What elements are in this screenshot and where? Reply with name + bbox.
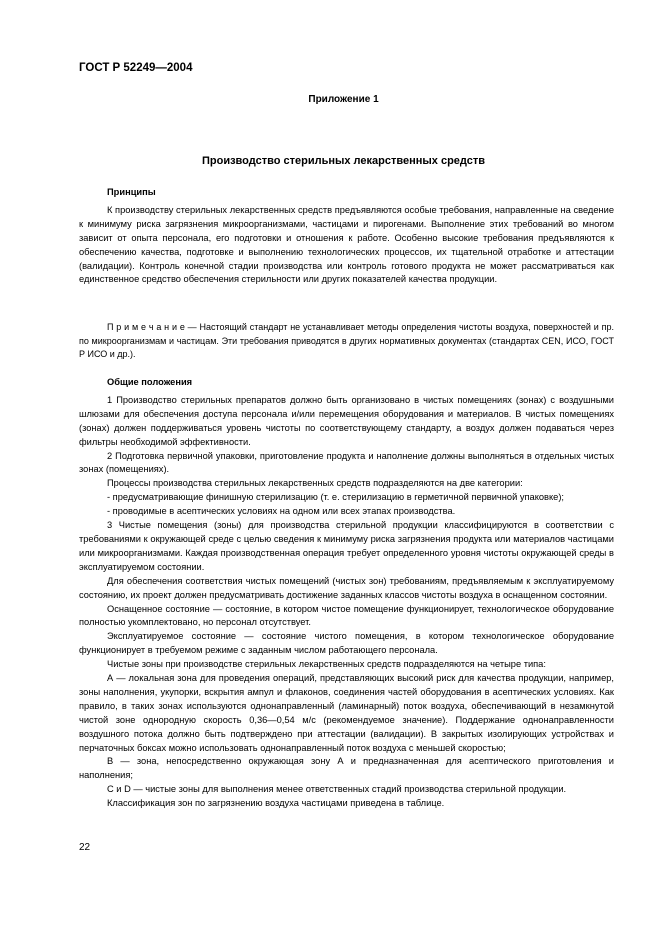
list-item: - предусматривающие финишную стерилизацию (т. е. стерилизацию в герметичной первичной упаковке);: [107, 492, 564, 503]
paragraph: 2 Подготовка первичной упаковки, приготовление продукта и наполнение должны выполняться в отдельных чистых зонах (помещениях).: [79, 450, 614, 475]
appendix-label: Приложение 1: [308, 94, 379, 105]
paragraph: Чистые зоны при производстве стерильных лекарственных средств подразделяются на четыре типа:: [107, 659, 546, 670]
general-heading: Общие положения: [107, 377, 193, 387]
paragraph: Процессы производства стерильных лекарственных средств подразделяются на две категории:: [107, 478, 523, 489]
paragraph: А — локальная зона для проведения операций, представляющих высокий риск для качества продукции, например, зоны наполнения, укупорки, вскрытия ампул и флаконов, соединения частей оборудования в асептических условиях. Как правило, в таких зонах используются однонаправленный (ламинарный) поток воздуха, обеспечивающий в незамкнутой чистой зоне однородную скорость 0,36—0,54 м/с (рекомендуемое значение). Поддержание однонаправленности воздушного потока должно быть подтверждено при аттестации (валидации). В закрытых изолирующих устройствах и перчаточных боксах можно использовать однонаправленный поток воздуха с меньшей скоростью;: [79, 673, 614, 753]
page-number: 22: [79, 842, 91, 853]
note-block: [79, 321, 614, 362]
paragraph: Для обеспечения соответствия чистых помещений (чистых зон) требованиям, предъявляемым к эксплуатируемому состоянию, их проект должен предусматривать достижение заданных классов чистоты воздуха в оснащенном состоянии.: [79, 575, 614, 600]
note-text: П р и м е ч а н и е — Настоящий стандарт не устанавливает методы определения чистоты воздуха, поверхностей и пр. по микроорганизмам и частицам. Эти требования приводятся в других нормативных документах (стандартах CEN, ИСО, ГОСТ Р ИСО и др.).: [79, 322, 614, 359]
paragraph: Оснащенное состояние — состояние, в котором чистое помещение функционирует, технологическое оборудование полностью укомплектовано, но персонал отсутствует.: [79, 603, 614, 628]
list-item: - проводимые в асептических условиях на одном или всех этапах производства.: [107, 506, 456, 517]
standard-header: ГОСТ Р 52249—2004: [79, 62, 193, 74]
paragraph: С и D — чистые зоны для выполнения менее ответственных стадий производства стерильной продукции.: [107, 784, 567, 795]
paragraph: Классификация зон по загрязнению воздуха частицами приведена в таблице.: [107, 798, 445, 809]
section-title: Производство стерильных лекарственных средств: [201, 155, 486, 167]
principles-section: [79, 186, 614, 287]
paragraph: Эксплуатируемое состояние — состояние чистого помещения, в котором технологическое оборудование функционирует в требуемом режиме с заданным числом работающего персонала.: [79, 631, 614, 656]
principles-paragraph: К производству стерильных лекарственных средств предъявляются особые требования, направленные на сведение к минимуму риска загрязнения микроорганизмами, частицами и пирогенами. Выполнение этих требований во многом зависит от опыта персонала, его подготовки и отношения к работе. Особенно высокие требования предъявляются к обеспечению качества, подготовке и выполнению технологических процессов, их тщательной отработке и аттестации (валидации). Контроль конечной стадии производства или контроль готового продукта не может рассматриваться как единственное средство обеспечения стерильности или других показателей качества продукции.: [79, 204, 614, 285]
paragraph: В — зона, непосредственно окружающая зону А и предназначенная для асептического приготовления и наполнения;: [79, 756, 614, 781]
principles-heading: Принципы: [107, 187, 156, 197]
paragraph: 3 Чистые помещения (зоны) для производства стерильной продукции классифицируются в соответствии с требованиями к окружающей среде с целью сведения к минимуму риска загрязнения продукта или материалов частицами или микроорганизмами. Каждая производственная операция требует определенного уровня чистоты окружающей среды в эксплуатируемом состоянии.: [79, 520, 614, 572]
general-section: [79, 376, 614, 811]
paragraph: 1 Производство стерильных препаратов должно быть организовано в чистых помещениях (зонах) с воздушными шлюзами для обеспечения доступа персонала и/или перемещения оборудования и материалов. В чистых помещениях (зонах) должен поддерживаться уровень чистоты по соответствующему стандарту, а воздух должен подаваться через фильтры необходимой эффективности.: [79, 394, 614, 447]
